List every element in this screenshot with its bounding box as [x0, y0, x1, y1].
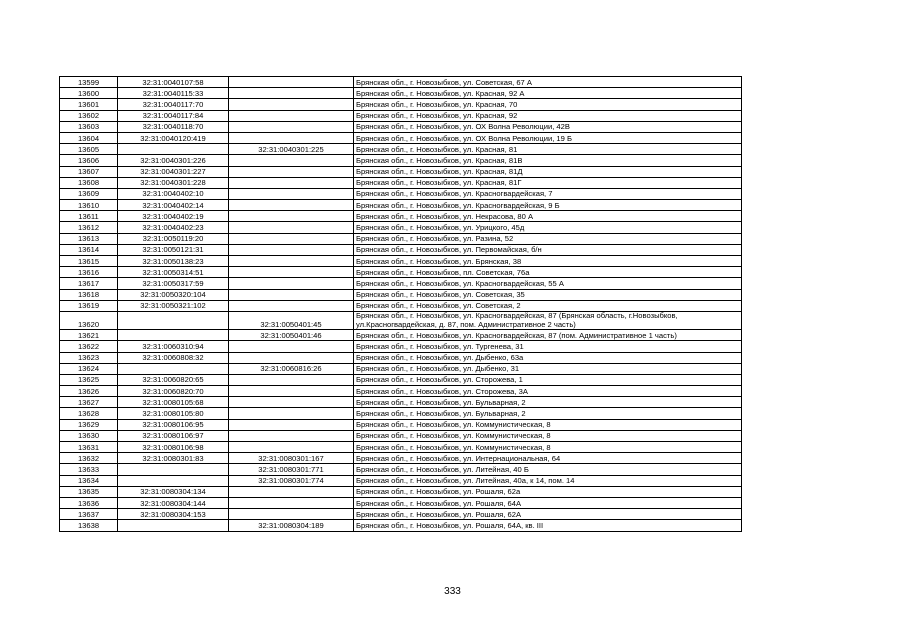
address-cell: Брянская обл., г. Новозыбков, ул. Брянская, 38: [354, 256, 742, 267]
table-row: [60, 453, 742, 464]
table-row: [60, 177, 742, 188]
land-cadastral-number-cell: 32:31:0050119:20: [118, 233, 229, 244]
row-number-cell: 13636: [60, 497, 118, 508]
address-cell: Брянская обл., г. Новозыбков, ул. Бульварная, 2: [354, 397, 742, 408]
address-cell: Брянская обл., г. Новозыбков, ул. Красная, 92: [354, 110, 742, 121]
table-row: [60, 121, 742, 132]
address-cell: Брянская обл., г. Новозыбков, ул. Рошаля, 62а: [354, 486, 742, 497]
table-row: [60, 363, 742, 374]
address-cell: Брянская обл., г. Новозыбков, ул. Разина, 52: [354, 233, 742, 244]
table-row: [60, 486, 742, 497]
building-cadastral-number-cell: [229, 341, 354, 352]
row-number-cell: 13627: [60, 397, 118, 408]
address-cell: Брянская обл., г. Новозыбков, ул. Тургенева, 31: [354, 341, 742, 352]
building-cadastral-number-cell: [229, 155, 354, 166]
row-number-cell: 13607: [60, 166, 118, 177]
building-cadastral-number-cell: [229, 256, 354, 267]
building-cadastral-number-cell: [229, 419, 354, 430]
land-cadastral-number-cell: 32:31:0040107:58: [118, 77, 229, 88]
building-cadastral-number-cell: [229, 267, 354, 278]
address-cell: Брянская обл., г. Новозыбков, ул. Советская, 2: [354, 300, 742, 311]
land-cadastral-number-cell: 32:31:0040117:84: [118, 110, 229, 121]
table-row: [60, 464, 742, 475]
row-number-cell: 13632: [60, 453, 118, 464]
table-row: [60, 244, 742, 255]
building-cadastral-number-cell: [229, 278, 354, 289]
row-number-cell: 13610: [60, 200, 118, 211]
row-number-cell: 13622: [60, 341, 118, 352]
address-cell: Брянская обл., г. Новозыбков, ул. Рошаля, 64А, кв. III: [354, 520, 742, 531]
row-number-cell: 13628: [60, 408, 118, 419]
row-number-cell: 13606: [60, 155, 118, 166]
row-number-cell: 13625: [60, 374, 118, 385]
table-row: [60, 222, 742, 233]
table-row: [60, 166, 742, 177]
land-cadastral-number-cell: 32:31:0040402:10: [118, 188, 229, 199]
table-row: [60, 211, 742, 222]
table-row: [60, 442, 742, 453]
row-number-cell: 13629: [60, 419, 118, 430]
table-row: [60, 188, 742, 199]
address-cell: Брянская обл., г. Новозыбков, ул. Дыбенко, 63а: [354, 352, 742, 363]
building-cadastral-number-cell: [229, 88, 354, 99]
table-row: [60, 144, 742, 155]
address-cell: Брянская обл., г. Новозыбков, ул. Сторожева, 1: [354, 374, 742, 385]
land-cadastral-number-cell: 32:31:0040402:23: [118, 222, 229, 233]
building-cadastral-number-cell: [229, 188, 354, 199]
table-row: [60, 397, 742, 408]
address-cell: Брянская обл., г. Новозыбков, пл. Советская, 76а: [354, 267, 742, 278]
row-number-cell: 13611: [60, 211, 118, 222]
building-cadastral-number-cell: 32:31:0050401:46: [229, 330, 354, 341]
table-row: [60, 311, 742, 329]
address-cell: Брянская обл., г. Новозыбков, ул. Советская, 67 А: [354, 77, 742, 88]
land-cadastral-number-cell: 32:31:0050314:51: [118, 267, 229, 278]
address-cell: Брянская обл., г. Новозыбков, ул. Урицкого, 45д: [354, 222, 742, 233]
table-row: [60, 330, 742, 341]
land-cadastral-number-cell: [118, 464, 229, 475]
building-cadastral-number-cell: [229, 486, 354, 497]
land-cadastral-number-cell: 32:31:0040301:228: [118, 177, 229, 188]
land-cadastral-number-cell: [118, 475, 229, 486]
building-cadastral-number-cell: 32:31:0060816:26: [229, 363, 354, 374]
table-row: [60, 497, 742, 508]
row-number-cell: 13605: [60, 144, 118, 155]
address-cell: Брянская обл., г. Новозыбков, ул. Красная, 81Д: [354, 166, 742, 177]
land-cadastral-number-cell: 32:31:0060820:70: [118, 386, 229, 397]
table-row: [60, 419, 742, 430]
building-cadastral-number-cell: [229, 442, 354, 453]
table-row: [60, 88, 742, 99]
table-row: [60, 267, 742, 278]
address-cell: Брянская обл., г. Новозыбков, ул. Рошаля, 62А: [354, 509, 742, 520]
building-cadastral-number-cell: [229, 110, 354, 121]
row-number-cell: 13631: [60, 442, 118, 453]
row-number-cell: 13608: [60, 177, 118, 188]
building-cadastral-number-cell: [229, 352, 354, 363]
table-row: [60, 520, 742, 531]
address-cell: Брянская обл., г. Новозыбков, ул. Сторожева, 3А: [354, 386, 742, 397]
row-number-cell: 13601: [60, 99, 118, 110]
address-cell: Брянская обл., г. Новозыбков, ул. Красная, 70: [354, 99, 742, 110]
land-cadastral-number-cell: 32:31:0080106:98: [118, 442, 229, 453]
address-cell: Брянская обл., г. Новозыбков, ул. Некрасова, 80 А: [354, 211, 742, 222]
building-cadastral-number-cell: [229, 397, 354, 408]
land-cadastral-number-cell: 32:31:0080304:153: [118, 509, 229, 520]
land-cadastral-number-cell: 32:31:0050321:102: [118, 300, 229, 311]
building-cadastral-number-cell: 32:31:0080301:771: [229, 464, 354, 475]
table-row: [60, 155, 742, 166]
land-cadastral-number-cell: [118, 363, 229, 374]
building-cadastral-number-cell: [229, 132, 354, 143]
building-cadastral-number-cell: [229, 177, 354, 188]
row-number-cell: 13635: [60, 486, 118, 497]
address-cell: Брянская обл., г. Новозыбков, ул. Советская, 35: [354, 289, 742, 300]
table-row: [60, 200, 742, 211]
building-cadastral-number-cell: [229, 374, 354, 385]
row-number-cell: 13630: [60, 430, 118, 441]
address-cell: Брянская обл., г. Новозыбков, ул. Коммунистическая, 8: [354, 430, 742, 441]
land-cadastral-number-cell: 32:31:0080106:97: [118, 430, 229, 441]
land-cadastral-number-cell: [118, 144, 229, 155]
address-cell: Брянская обл., г. Новозыбков, ул. Красногвардейская, 55 А: [354, 278, 742, 289]
address-cell: Брянская обл., г. Новозыбков, ул. Литейная, 40 Б: [354, 464, 742, 475]
land-cadastral-number-cell: 32:31:0040115:33: [118, 88, 229, 99]
building-cadastral-number-cell: [229, 430, 354, 441]
building-cadastral-number-cell: 32:31:0080301:774: [229, 475, 354, 486]
land-cadastral-number-cell: 32:31:0080106:95: [118, 419, 229, 430]
address-cell: Брянская обл., г. Новозыбков, ул. Бульварная, 2: [354, 408, 742, 419]
land-cadastral-number-cell: 32:31:0060310:94: [118, 341, 229, 352]
address-cell: Брянская обл., г. Новозыбков, ул. Коммунистическая, 8: [354, 442, 742, 453]
land-cadastral-number-cell: 32:31:0080304:134: [118, 486, 229, 497]
building-cadastral-number-cell: 32:31:0080304:189: [229, 520, 354, 531]
address-cell: Брянская обл., г. Новозыбков, ул. Рошаля, 64А: [354, 497, 742, 508]
table-row: [60, 289, 742, 300]
address-cell: Брянская обл., г. Новозыбков, ул. Красная, 81: [354, 144, 742, 155]
page-number: 333: [444, 586, 461, 597]
table-row: [60, 99, 742, 110]
building-cadastral-number-cell: 32:31:0040301:225: [229, 144, 354, 155]
row-number-cell: 13637: [60, 509, 118, 520]
land-cadastral-number-cell: 32:31:0040301:226: [118, 155, 229, 166]
address-cell: Брянская обл., г. Новозыбков, ул. Красная, 92 А: [354, 88, 742, 99]
building-cadastral-number-cell: [229, 300, 354, 311]
land-cadastral-number-cell: 32:31:0080105:68: [118, 397, 229, 408]
table-row: [60, 475, 742, 486]
building-cadastral-number-cell: [229, 200, 354, 211]
row-number-cell: 13638: [60, 520, 118, 531]
table-body: [60, 77, 742, 532]
land-cadastral-number-cell: 32:31:0060808:32: [118, 352, 229, 363]
row-number-cell: 13614: [60, 244, 118, 255]
address-cell: Брянская обл., г. Новозыбков, ул. Красногвардейская, 87 (пом. Административное 1 часть): [354, 330, 742, 341]
row-number-cell: 13620: [60, 311, 118, 329]
table-row: [60, 374, 742, 385]
address-cell: Брянская обл., г. Новозыбков, ул. Красногвардейская, 87 (Брянская область, г.Новозыбков, ул.Красногвардейская, д. 87, пом. Административное 2 часть): [354, 311, 742, 329]
table-row: [60, 509, 742, 520]
land-cadastral-number-cell: 32:31:0050317:59: [118, 278, 229, 289]
table-row: [60, 430, 742, 441]
table-row: [60, 233, 742, 244]
property-registry-table: [59, 76, 742, 532]
building-cadastral-number-cell: [229, 211, 354, 222]
row-number-cell: 13600: [60, 88, 118, 99]
land-cadastral-number-cell: 32:31:0080301:83: [118, 453, 229, 464]
table-row: [60, 278, 742, 289]
row-number-cell: 13619: [60, 300, 118, 311]
row-number-cell: 13634: [60, 475, 118, 486]
address-cell: Брянская обл., г. Новозыбков, ул. Красная, 81Г: [354, 177, 742, 188]
row-number-cell: 13624: [60, 363, 118, 374]
row-number-cell: 13599: [60, 77, 118, 88]
row-number-cell: 13616: [60, 267, 118, 278]
address-cell: Брянская обл., г. Новозыбков, ул. Дыбенко, 31: [354, 363, 742, 374]
row-number-cell: 13617: [60, 278, 118, 289]
row-number-cell: 13623: [60, 352, 118, 363]
building-cadastral-number-cell: [229, 233, 354, 244]
row-number-cell: 13615: [60, 256, 118, 267]
table-row: [60, 386, 742, 397]
table-row: [60, 77, 742, 88]
land-cadastral-number-cell: 32:31:0050320:104: [118, 289, 229, 300]
land-cadastral-number-cell: 32:31:0040402:14: [118, 200, 229, 211]
building-cadastral-number-cell: [229, 408, 354, 419]
land-cadastral-number-cell: 32:31:0040118:70: [118, 121, 229, 132]
row-number-cell: 13633: [60, 464, 118, 475]
land-cadastral-number-cell: 32:31:0040301:227: [118, 166, 229, 177]
row-number-cell: 13626: [60, 386, 118, 397]
row-number-cell: 13618: [60, 289, 118, 300]
building-cadastral-number-cell: [229, 244, 354, 255]
address-cell: Брянская обл., г. Новозыбков, ул. ОХ Волна Революции, 42В: [354, 121, 742, 132]
address-cell: Брянская обл., г. Новозыбков, ул. ОХ Волна Революции, 19 Б: [354, 132, 742, 143]
building-cadastral-number-cell: [229, 166, 354, 177]
land-cadastral-number-cell: 32:31:0050138:23: [118, 256, 229, 267]
land-cadastral-number-cell: 32:31:0040402:19: [118, 211, 229, 222]
row-number-cell: 13604: [60, 132, 118, 143]
table-row: [60, 408, 742, 419]
table-row: [60, 110, 742, 121]
land-cadastral-number-cell: 32:31:0080304:144: [118, 497, 229, 508]
table-row: [60, 132, 742, 143]
building-cadastral-number-cell: [229, 121, 354, 132]
row-number-cell: 13613: [60, 233, 118, 244]
row-number-cell: 13612: [60, 222, 118, 233]
land-cadastral-number-cell: 32:31:0040117:70: [118, 99, 229, 110]
building-cadastral-number-cell: [229, 497, 354, 508]
building-cadastral-number-cell: 32:31:0080301:167: [229, 453, 354, 464]
building-cadastral-number-cell: 32:31:0050401:45: [229, 311, 354, 329]
land-cadastral-number-cell: 32:31:0040120:419: [118, 132, 229, 143]
building-cadastral-number-cell: [229, 77, 354, 88]
address-cell: Брянская обл., г. Новозыбков, ул. Коммунистическая, 8: [354, 419, 742, 430]
building-cadastral-number-cell: [229, 222, 354, 233]
land-cadastral-number-cell: [118, 520, 229, 531]
building-cadastral-number-cell: [229, 289, 354, 300]
row-number-cell: 13621: [60, 330, 118, 341]
land-cadastral-number-cell: 32:31:0060820:65: [118, 374, 229, 385]
row-number-cell: 13609: [60, 188, 118, 199]
address-cell: Брянская обл., г. Новозыбков, ул. Интернациональная, 64: [354, 453, 742, 464]
building-cadastral-number-cell: [229, 99, 354, 110]
table-row: [60, 256, 742, 267]
building-cadastral-number-cell: [229, 509, 354, 520]
land-cadastral-number-cell: [118, 330, 229, 341]
address-cell: Брянская обл., г. Новозыбков, ул. Красногвардейская, 7: [354, 188, 742, 199]
building-cadastral-number-cell: [229, 386, 354, 397]
address-cell: Брянская обл., г. Новозыбков, ул. Первомайская, б/н: [354, 244, 742, 255]
row-number-cell: 13602: [60, 110, 118, 121]
address-cell: Брянская обл., г. Новозыбков, ул. Красногвардейская, 9 Б: [354, 200, 742, 211]
address-cell: Брянская обл., г. Новозыбков, ул. Красная, 81В: [354, 155, 742, 166]
table-row: [60, 352, 742, 363]
land-cadastral-number-cell: 32:31:0080105:80: [118, 408, 229, 419]
land-cadastral-number-cell: [118, 311, 229, 329]
table-row: [60, 300, 742, 311]
land-cadastral-number-cell: 32:31:0050121:31: [118, 244, 229, 255]
table-row: [60, 341, 742, 352]
row-number-cell: 13603: [60, 121, 118, 132]
address-cell: Брянская обл., г. Новозыбков, ул. Литейная, 40а, к 14, пом. 14: [354, 475, 742, 486]
